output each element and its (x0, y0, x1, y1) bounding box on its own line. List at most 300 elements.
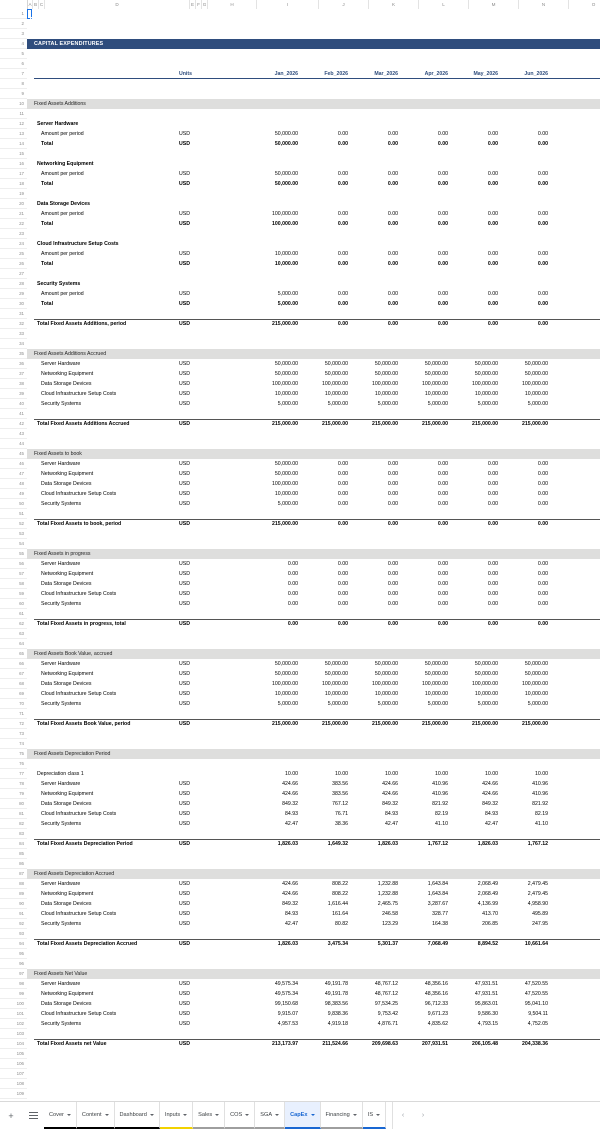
value-cell[interactable]: 5,000.00 (377, 701, 398, 707)
row-number[interactable]: 54 (0, 539, 27, 549)
section-header-row[interactable] (27, 649, 600, 659)
row-number[interactable]: 20 (0, 199, 27, 209)
total-value-cell[interactable]: 0.00 (487, 321, 498, 327)
value-cell[interactable]: 5,000.00 (527, 401, 548, 407)
value-cell[interactable]: 50,000.00 (474, 661, 498, 667)
value-cell[interactable]: 0.00 (487, 561, 498, 567)
column-header-n[interactable]: N (519, 0, 569, 9)
row-number[interactable]: 24 (0, 239, 27, 249)
empty-row[interactable] (27, 1069, 600, 1079)
total-value-cell[interactable]: 3,475.34 (327, 941, 348, 947)
units-cell[interactable]: USD (179, 991, 190, 997)
empty-row[interactable] (27, 229, 600, 239)
data-row[interactable] (27, 679, 600, 689)
units-cell[interactable]: USD (179, 781, 190, 787)
data-row[interactable] (27, 489, 600, 499)
value-cell[interactable]: 0.00 (287, 581, 298, 587)
row-number[interactable]: 52 (0, 519, 27, 529)
empty-row[interactable] (27, 1049, 600, 1059)
total-value-cell[interactable]: 1,826.03 (377, 841, 398, 847)
total-value-cell[interactable]: 215,000.00 (472, 421, 498, 427)
units-cell[interactable]: USD (179, 221, 190, 227)
data-row[interactable] (27, 169, 600, 179)
data-row[interactable] (27, 299, 600, 309)
row-number[interactable]: 69 (0, 689, 27, 699)
value-cell[interactable]: 84.93 (485, 811, 498, 817)
value-cell[interactable]: 0.00 (337, 471, 348, 477)
value-cell[interactable]: 424.66 (282, 881, 298, 887)
row-number[interactable]: 14 (0, 139, 27, 149)
row-number[interactable]: 71 (0, 709, 27, 719)
section-header-row[interactable] (27, 549, 600, 559)
value-cell[interactable]: 495.89 (532, 911, 548, 917)
value-cell[interactable]: 47,931.51 (474, 991, 498, 997)
data-row[interactable] (27, 589, 600, 599)
value-cell[interactable]: 410.96 (532, 791, 548, 797)
value-cell[interactable]: 0.00 (387, 171, 398, 177)
value-cell[interactable]: 0.00 (337, 141, 348, 147)
row-number[interactable]: 74 (0, 739, 27, 749)
value-cell[interactable]: 0.00 (487, 211, 498, 217)
row-number[interactable]: 99 (0, 989, 27, 999)
empty-row[interactable] (27, 739, 600, 749)
value-cell[interactable]: 10.00 (385, 771, 398, 777)
value-cell[interactable]: 2,068.49 (477, 891, 498, 897)
row-number[interactable]: 80 (0, 799, 27, 809)
value-cell[interactable]: 849.32 (282, 901, 298, 907)
column-header-e[interactable]: E (190, 2, 195, 7)
units-cell[interactable]: USD (179, 491, 190, 497)
row-number[interactable]: 27 (0, 269, 27, 279)
value-cell[interactable]: 0.00 (487, 601, 498, 607)
value-cell[interactable]: 0.00 (537, 491, 548, 497)
value-cell[interactable]: 0.00 (387, 261, 398, 267)
row-number[interactable]: 55 (0, 549, 27, 559)
value-cell[interactable]: 5,000.00 (377, 401, 398, 407)
sheet-tab-cover[interactable] (44, 1102, 77, 1129)
value-cell[interactable]: 0.00 (537, 501, 548, 507)
value-cell[interactable]: 10,000.00 (424, 691, 448, 697)
row-number[interactable]: 86 (0, 859, 27, 869)
value-cell[interactable]: 0.00 (437, 251, 448, 257)
value-cell[interactable]: 0.00 (437, 461, 448, 467)
data-row[interactable] (27, 599, 600, 609)
value-cell[interactable]: 0.00 (537, 251, 548, 257)
total-value-cell[interactable]: 207,931.51 (422, 1041, 448, 1047)
row-number[interactable]: 57 (0, 569, 27, 579)
units-cell[interactable]: USD (179, 591, 190, 597)
value-cell[interactable]: 0.00 (437, 591, 448, 597)
value-cell[interactable]: 0.00 (437, 221, 448, 227)
value-cell[interactable]: 0.00 (487, 581, 498, 587)
value-cell[interactable]: 2,068.49 (477, 881, 498, 887)
value-cell[interactable]: 82.19 (435, 811, 448, 817)
value-cell[interactable]: 821.92 (432, 801, 448, 807)
value-cell[interactable]: 9,504.11 (528, 1011, 548, 1017)
empty-row[interactable] (27, 759, 600, 769)
value-cell[interactable]: 99,150.68 (274, 1001, 298, 1007)
row-number[interactable]: 76 (0, 759, 27, 769)
total-value-cell[interactable]: 1,767.12 (527, 841, 548, 847)
row-number[interactable]: 60 (0, 599, 27, 609)
total-value-cell[interactable]: 10,661.64 (524, 941, 548, 947)
value-cell[interactable]: 49,575.34 (274, 981, 298, 987)
value-cell[interactable]: 0.00 (487, 591, 498, 597)
value-cell[interactable]: 4,957.53 (277, 1021, 298, 1027)
row-number[interactable]: 11 (0, 109, 27, 119)
units-cell[interactable]: USD (179, 481, 190, 487)
row-number[interactable]: 78 (0, 779, 27, 789)
value-cell[interactable]: 50,000.00 (524, 361, 548, 367)
value-cell[interactable]: 0.00 (387, 461, 398, 467)
value-cell[interactable]: 4,919.18 (327, 1021, 348, 1027)
empty-row[interactable] (27, 49, 600, 59)
value-cell[interactable]: 50,000.00 (424, 361, 448, 367)
row-number[interactable]: 21 (0, 209, 27, 219)
value-cell[interactable]: 96,712.33 (424, 1001, 448, 1007)
value-cell[interactable]: 0.00 (437, 211, 448, 217)
total-value-cell[interactable]: 0.00 (437, 521, 448, 527)
row-number[interactable]: 37 (0, 369, 27, 379)
value-cell[interactable]: 0.00 (487, 141, 498, 147)
units-cell[interactable]: USD (179, 471, 190, 477)
row-number[interactable]: 43 (0, 429, 27, 439)
value-cell[interactable]: 98,383.56 (324, 1001, 348, 1007)
chevron-down-icon[interactable] (105, 1114, 109, 1116)
sheet-tab-is[interactable] (363, 1102, 386, 1129)
value-cell[interactable]: 10,000.00 (274, 391, 298, 397)
chevron-down-icon[interactable] (215, 1114, 219, 1116)
data-row[interactable] (27, 879, 600, 889)
value-cell[interactable]: 0.00 (337, 501, 348, 507)
value-cell[interactable]: 0.00 (337, 261, 348, 267)
value-cell[interactable]: 2,479.45 (527, 881, 548, 887)
value-cell[interactable]: 0.00 (337, 591, 348, 597)
data-row[interactable] (27, 979, 600, 989)
row-number[interactable]: 92 (0, 919, 27, 929)
value-cell[interactable]: 5,000.00 (277, 701, 298, 707)
row-number[interactable]: 33 (0, 329, 27, 339)
total-row[interactable] (27, 1039, 600, 1049)
value-cell[interactable]: 100,000.00 (472, 681, 498, 687)
value-cell[interactable]: 0.00 (537, 581, 548, 587)
value-cell[interactable]: 410.96 (532, 781, 548, 787)
value-cell[interactable]: 9,838.36 (327, 1011, 348, 1017)
value-cell[interactable]: 48,356.16 (424, 981, 448, 987)
value-cell[interactable]: 0.00 (537, 181, 548, 187)
column-header-a[interactable]: A (28, 2, 32, 7)
value-cell[interactable]: 50,000.00 (274, 141, 298, 147)
value-cell[interactable]: 4,835.62 (427, 1021, 448, 1027)
value-cell[interactable]: 0.00 (487, 571, 498, 577)
units-cell[interactable]: USD (179, 691, 190, 697)
units-cell[interactable]: USD (179, 911, 190, 917)
value-cell[interactable]: 0.00 (387, 131, 398, 137)
row-number[interactable]: 68 (0, 679, 27, 689)
value-cell[interactable]: 50,000.00 (324, 371, 348, 377)
value-cell[interactable]: 9,915.07 (277, 1011, 298, 1017)
row-number[interactable]: 103 (0, 1029, 27, 1039)
data-row[interactable] (27, 179, 600, 189)
row-number[interactable]: 108 (0, 1079, 27, 1089)
total-row[interactable] (27, 839, 600, 849)
row-number[interactable]: 25 (0, 249, 27, 259)
value-cell[interactable]: 2,479.45 (527, 891, 548, 897)
empty-row[interactable] (27, 29, 600, 39)
empty-row[interactable] (27, 189, 600, 199)
row-number[interactable]: 49 (0, 489, 27, 499)
value-cell[interactable]: 2,465.75 (377, 901, 398, 907)
value-cell[interactable]: 0.00 (537, 261, 548, 267)
value-cell[interactable]: 10.00 (535, 771, 548, 777)
row-number[interactable]: 6 (0, 59, 27, 69)
value-cell[interactable]: 50,000.00 (274, 371, 298, 377)
total-value-cell[interactable]: 215,000.00 (422, 421, 448, 427)
units-cell[interactable]: USD (179, 621, 190, 627)
row-number[interactable]: 102 (0, 1019, 27, 1029)
row-number[interactable]: 39 (0, 389, 27, 399)
row-number[interactable]: 109 (0, 1089, 27, 1099)
units-cell[interactable] (179, 769, 228, 779)
value-cell[interactable]: 41.10 (435, 821, 448, 827)
value-cell[interactable]: 849.32 (282, 801, 298, 807)
row-number[interactable]: 26 (0, 259, 27, 269)
value-cell[interactable]: 0.00 (437, 571, 448, 577)
value-cell[interactable]: 0.00 (287, 601, 298, 607)
value-cell[interactable]: 0.00 (537, 301, 548, 307)
row-number[interactable]: 45 (0, 449, 27, 459)
data-row[interactable] (27, 559, 600, 569)
value-cell[interactable]: 0.00 (437, 181, 448, 187)
row-number[interactable]: 89 (0, 889, 27, 899)
empty-row[interactable] (27, 89, 600, 99)
value-cell[interactable]: 4,752.05 (527, 1021, 548, 1027)
data-row[interactable] (27, 889, 600, 899)
value-cell[interactable]: 0.00 (487, 501, 498, 507)
units-cell[interactable]: USD (179, 981, 190, 987)
row-number[interactable]: 1 (0, 9, 27, 19)
chevron-down-icon[interactable] (275, 1114, 279, 1116)
value-cell[interactable]: 0.00 (387, 141, 398, 147)
total-value-cell[interactable]: 0.00 (337, 621, 348, 627)
value-cell[interactable]: 84.93 (285, 811, 298, 817)
value-cell[interactable]: 424.66 (482, 781, 498, 787)
units-cell[interactable]: USD (179, 921, 190, 927)
value-cell[interactable]: 50,000.00 (374, 371, 398, 377)
data-row[interactable] (27, 379, 600, 389)
total-value-cell[interactable]: 215,000.00 (372, 721, 398, 727)
value-cell[interactable]: 5,000.00 (427, 701, 448, 707)
value-cell[interactable]: 42.47 (285, 921, 298, 927)
total-value-cell[interactable]: 0.00 (387, 621, 398, 627)
empty-row[interactable] (27, 629, 600, 639)
value-cell[interactable]: 424.66 (282, 781, 298, 787)
data-row[interactable] (27, 819, 600, 829)
data-row[interactable] (27, 499, 600, 509)
value-cell[interactable]: 849.32 (382, 801, 398, 807)
units-cell[interactable]: USD (179, 901, 190, 907)
value-cell[interactable]: 50,000.00 (374, 361, 398, 367)
units-cell[interactable]: USD (179, 881, 190, 887)
units-cell[interactable]: USD (179, 721, 190, 727)
value-cell[interactable]: 9,586.30 (477, 1011, 498, 1017)
total-row[interactable] (27, 519, 600, 529)
value-cell[interactable]: 50,000.00 (274, 471, 298, 477)
row-number[interactable]: 30 (0, 299, 27, 309)
value-cell[interactable]: 100,000.00 (272, 221, 298, 227)
units-cell[interactable]: USD (179, 321, 190, 327)
value-cell[interactable]: 5,000.00 (527, 701, 548, 707)
column-header-f[interactable]: F (196, 0, 202, 9)
value-cell[interactable]: 10,000.00 (274, 691, 298, 697)
value-cell[interactable]: 0.00 (287, 561, 298, 567)
row-number[interactable]: 51 (0, 509, 27, 519)
value-cell[interactable]: 95,041.10 (524, 1001, 548, 1007)
row-number[interactable]: 72 (0, 719, 27, 729)
value-cell[interactable]: 0.00 (287, 591, 298, 597)
value-cell[interactable]: 0.00 (337, 181, 348, 187)
data-row[interactable] (27, 799, 600, 809)
row-number[interactable]: 70 (0, 699, 27, 709)
sheet-tab-capex[interactable] (285, 1102, 320, 1129)
column-header-i[interactable]: I (257, 0, 319, 9)
value-cell[interactable]: 0.00 (487, 251, 498, 257)
value-cell[interactable]: 0.00 (437, 561, 448, 567)
value-cell[interactable]: 424.66 (382, 781, 398, 787)
units-cell[interactable]: USD (179, 501, 190, 507)
units-cell[interactable]: USD (179, 181, 190, 187)
section-banner[interactable] (27, 39, 600, 49)
value-cell[interactable]: 0.00 (487, 291, 498, 297)
total-value-cell[interactable]: 215,000.00 (372, 421, 398, 427)
row-number[interactable]: 64 (0, 639, 27, 649)
empty-row[interactable] (27, 109, 600, 119)
empty-row[interactable] (27, 859, 600, 869)
value-cell[interactable]: 0.00 (337, 581, 348, 587)
units-cell[interactable]: USD (179, 401, 190, 407)
empty-row[interactable] (27, 829, 600, 839)
value-cell[interactable]: 10.00 (435, 771, 448, 777)
total-value-cell[interactable]: 215,000.00 (272, 521, 298, 527)
row-number[interactable]: 87 (0, 869, 27, 879)
data-row[interactable] (27, 389, 600, 399)
column-header-l[interactable]: L (419, 0, 469, 9)
data-row[interactable] (27, 699, 600, 709)
row-number[interactable]: 8 (0, 79, 27, 89)
data-row[interactable] (27, 1009, 600, 1019)
row-number[interactable]: 18 (0, 179, 27, 189)
value-cell[interactable]: 0.00 (537, 211, 548, 217)
total-value-cell[interactable]: 0.00 (437, 321, 448, 327)
row-number[interactable]: 3 (0, 29, 27, 39)
empty-row[interactable] (27, 729, 600, 739)
units-cell[interactable]: USD (179, 701, 190, 707)
value-cell[interactable]: 246.58 (382, 911, 398, 917)
total-value-cell[interactable]: 215,000.00 (472, 721, 498, 727)
row-number[interactable]: 91 (0, 909, 27, 919)
units-cell[interactable]: USD (179, 421, 190, 427)
total-value-cell[interactable]: 211,524.66 (322, 1041, 348, 1047)
empty-row[interactable] (27, 529, 600, 539)
empty-row[interactable] (27, 79, 600, 89)
value-cell[interactable]: 0.00 (387, 471, 398, 477)
value-cell[interactable]: 0.00 (437, 261, 448, 267)
total-value-cell[interactable]: 215,000.00 (272, 321, 298, 327)
value-cell[interactable]: 808.22 (332, 881, 348, 887)
units-cell[interactable]: USD (179, 791, 190, 797)
total-value-cell[interactable]: 1,826.03 (277, 941, 298, 947)
total-value-cell[interactable]: 1,826.03 (277, 841, 298, 847)
value-cell[interactable]: 50,000.00 (324, 671, 348, 677)
data-row[interactable] (27, 259, 600, 269)
value-cell[interactable]: 9,671.23 (427, 1011, 448, 1017)
value-cell[interactable]: 808.22 (332, 891, 348, 897)
empty-row[interactable] (27, 709, 600, 719)
value-cell[interactable]: 50,000.00 (274, 461, 298, 467)
row-number[interactable]: 105 (0, 1049, 27, 1059)
prev-sheet-arrow[interactable]: ‹ (401, 1112, 405, 1119)
value-cell[interactable]: 1,232.88 (377, 881, 398, 887)
value-cell[interactable]: 0.00 (387, 501, 398, 507)
value-cell[interactable]: 0.00 (487, 261, 498, 267)
section-header-row[interactable] (27, 749, 600, 759)
value-cell[interactable]: 424.66 (382, 791, 398, 797)
data-row[interactable] (27, 1019, 600, 1029)
units-cell[interactable]: USD (179, 891, 190, 897)
value-cell[interactable]: 0.00 (437, 471, 448, 477)
value-cell[interactable]: 0.00 (437, 481, 448, 487)
section-header-row[interactable] (27, 349, 600, 359)
value-cell[interactable]: 123.29 (382, 921, 398, 927)
row-number[interactable]: 22 (0, 219, 27, 229)
value-cell[interactable]: 0.00 (537, 561, 548, 567)
total-value-cell[interactable]: 0.00 (437, 621, 448, 627)
next-sheet-arrow[interactable]: › (421, 1112, 425, 1119)
row-number[interactable]: 94 (0, 939, 27, 949)
row-number[interactable]: 104 (0, 1039, 27, 1049)
row-number[interactable]: 9 (0, 89, 27, 99)
value-cell[interactable]: 0.00 (537, 141, 548, 147)
row-number[interactable]: 48 (0, 479, 27, 489)
total-value-cell[interactable]: 215,000.00 (322, 721, 348, 727)
asset-group-row[interactable] (27, 279, 600, 289)
value-cell[interactable]: 0.00 (487, 181, 498, 187)
column-header-b[interactable]: B (33, 2, 38, 7)
units-cell[interactable]: USD (179, 301, 190, 307)
value-cell[interactable]: 47,931.51 (474, 981, 498, 987)
total-row[interactable] (27, 319, 600, 329)
row-number[interactable]: 31 (0, 309, 27, 319)
value-cell[interactable]: 0.00 (387, 581, 398, 587)
value-cell[interactable]: 5,000.00 (277, 301, 298, 307)
value-cell[interactable]: 10.00 (485, 771, 498, 777)
value-cell[interactable]: 0.00 (387, 561, 398, 567)
total-value-cell[interactable]: 7,068.49 (427, 941, 448, 947)
value-cell[interactable]: 50,000.00 (474, 371, 498, 377)
value-cell[interactable]: 383.56 (332, 781, 348, 787)
row-number[interactable]: 34 (0, 339, 27, 349)
row-number[interactable]: 106 (0, 1059, 27, 1069)
row-number[interactable]: 46 (0, 459, 27, 469)
total-row[interactable] (27, 619, 600, 629)
value-cell[interactable]: 0.00 (337, 571, 348, 577)
row-number[interactable]: 10 (0, 99, 27, 109)
value-cell[interactable]: 100,000.00 (522, 381, 548, 387)
value-cell[interactable]: 50,000.00 (524, 661, 548, 667)
asset-group-row[interactable] (27, 199, 600, 209)
empty-row[interactable] (27, 409, 600, 419)
value-cell[interactable]: 0.00 (387, 301, 398, 307)
